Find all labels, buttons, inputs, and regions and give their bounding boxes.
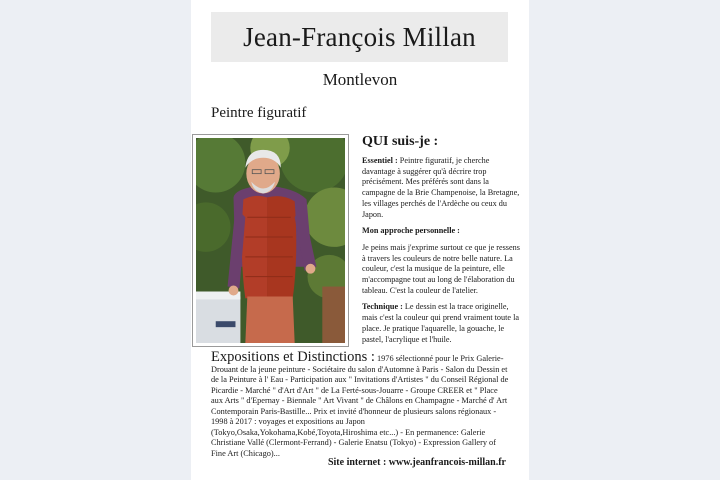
expositions-text: 1976 sélectionné pour le Prix Galerie-Drouant de la jeune peinture - Sociétaire du salon d'Automne à Paris - Salon du Dessin et de la Peinture à l' Eau - Participation aux " Invitations d'Artistes " du Conseil Régional de Picardie - Marché " d'Art d'Art " de La Ferté-sous-Jouarre - Groupe CREER et " Place aux Arts " d'Epernay - Biennale " Art Vivant " de Châlons en Champagne - Marché d' Art Contemporain Paris-Bastille... Prix et invité d'honneur de plusieurs salons régionaux - 1998 à 2017 : voyages et expositions au Japon (Tokyo,Osaka,Yokohama,Kobé,Toyota,Hiroshima etc...) - En permanence: Galerie Christiane Vallé (Clermont-Ferrand) - Galerie Enatsu (Tokyo) - Expression Gallery of Fine Art (Chicago)...	[211, 354, 509, 458]
name-banner	[211, 12, 508, 62]
about-technique	[362, 302, 522, 345]
artist-name: Jean-François Millan	[243, 21, 476, 52]
about-section	[362, 134, 522, 351]
artist-role: Peintre figuratif	[211, 105, 307, 121]
expositions-section	[211, 349, 511, 459]
artist-city: Montlevon	[322, 70, 398, 89]
approche-label: Mon approche personnelle :	[362, 226, 460, 236]
technique-text: Le dessin est la trace originelle, mais c'est la couleur qui prend vraiment toute la place. Je pratique l'aquarelle, la gouache, le pastel, l'acrylique et l'huile.	[362, 302, 519, 344]
technique-label: Technique :	[362, 302, 403, 312]
artist-photo	[192, 134, 349, 347]
expositions-title: Expositions et Distinctions :	[211, 349, 375, 365]
document-page	[191, 0, 529, 480]
about-approche	[362, 226, 522, 237]
about-title: QUI suis-je :	[362, 134, 439, 149]
artist-photo-image	[196, 138, 345, 343]
approche-text: Je peins mais j'exprime surtout ce que je ressens à travers les couleurs de notre belle nature. La couleur, c'est la musique de la peinture, elle m'accompagne tout au long de l'élaboration du tableau. C'est la couleur de l'atelier.	[362, 242, 520, 295]
about-essentiel	[362, 156, 522, 220]
essentiel-text: Peintre figuratif, je cherche davantage à suggérer qu'à décrire trop précisément. Mes préférés sont dans la campagne de la Brie Champenoise, la Bretagne, les villages perchés de l'Ardèche ou ceux du Japon.	[362, 156, 520, 219]
essentiel-label: Essentiel :	[362, 156, 398, 165]
website-line: Site internet : www.jeanfrancois-millan.fr	[327, 457, 506, 468]
